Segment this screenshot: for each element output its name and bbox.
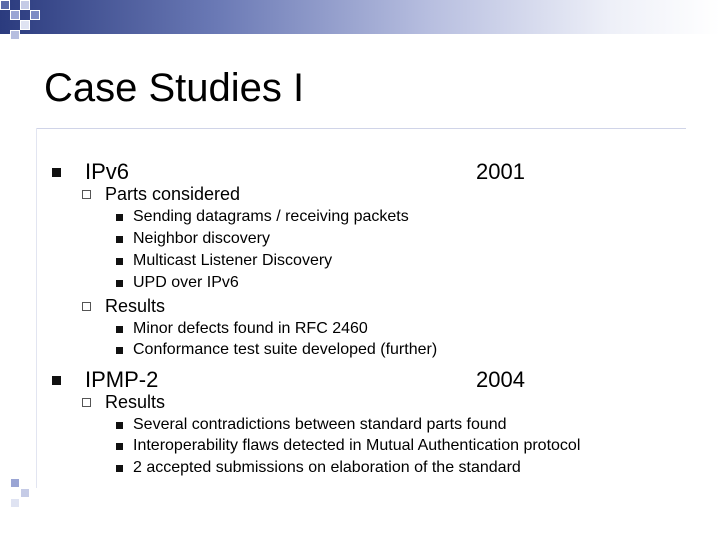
bottom-decorative-squares [0, 478, 30, 508]
decor-square [10, 478, 20, 488]
decor-square [10, 10, 20, 20]
bullet-square-icon [116, 347, 123, 354]
list-item [116, 320, 368, 338]
list-item-text: Neighbor discovery [133, 230, 270, 247]
left-divider [36, 128, 37, 488]
list-item-text: Minor defects found in RFC 2460 [133, 320, 368, 337]
bullet-square-icon [116, 443, 123, 450]
group-results [82, 392, 165, 413]
section-year: 2004 [476, 367, 525, 392]
bullet-square-icon [116, 422, 123, 429]
list-item [116, 416, 507, 434]
section-label: IPMP-2 [85, 367, 159, 392]
group-parts-considered [82, 184, 240, 205]
bullet-square-icon [52, 376, 61, 385]
bullet-hollow-square-icon [82, 190, 91, 199]
list-item-text: Interoperability flaws detected in Mutual Authentication protocol [133, 437, 581, 454]
group-label: Parts considered [105, 184, 241, 204]
list-item-text: Several contradictions between standard parts found [133, 416, 507, 433]
top-gradient-band [0, 0, 720, 34]
decor-square [10, 498, 20, 508]
list-item [116, 252, 332, 270]
list-item-text: UPD over IPv6 [133, 274, 239, 291]
list-item [116, 437, 580, 455]
decor-square [10, 30, 20, 40]
decor-square [0, 0, 10, 10]
list-item [116, 274, 239, 292]
list-item-text: Sending datagrams / receiving packets [133, 208, 409, 225]
title-divider [36, 128, 686, 129]
decor-square [30, 10, 40, 20]
decor-square [20, 20, 30, 30]
group-results [82, 296, 165, 317]
list-item [116, 459, 521, 477]
group-label: Results [105, 392, 166, 412]
bullet-square-icon [52, 168, 61, 177]
decor-square [20, 488, 30, 498]
bullet-square-icon [116, 258, 123, 265]
bullet-square-icon [116, 326, 123, 333]
list-item-text: Conformance test suite developed (further) [133, 341, 438, 358]
bullet-square-icon [116, 280, 123, 287]
section-ipv6 [52, 159, 129, 185]
list-item [116, 341, 437, 359]
section-ipmp2 [52, 367, 158, 393]
bullet-square-icon [116, 214, 123, 221]
bullet-square-icon [116, 236, 123, 243]
slide-title: Case Studies I [44, 66, 305, 110]
top-decorative-squares [0, 0, 60, 50]
bullet-square-icon [116, 465, 123, 472]
list-item [116, 208, 409, 226]
group-label: Results [105, 296, 166, 316]
list-item-text: 2 accepted submissions on elaboration of the standard [133, 459, 521, 476]
decor-square [20, 0, 30, 10]
list-item-text: Multicast Listener Discovery [133, 252, 333, 269]
list-item [116, 230, 270, 248]
bullet-hollow-square-icon [82, 398, 91, 407]
section-year: 2001 [476, 159, 525, 184]
bullet-hollow-square-icon [82, 302, 91, 311]
section-label: IPv6 [85, 159, 130, 184]
